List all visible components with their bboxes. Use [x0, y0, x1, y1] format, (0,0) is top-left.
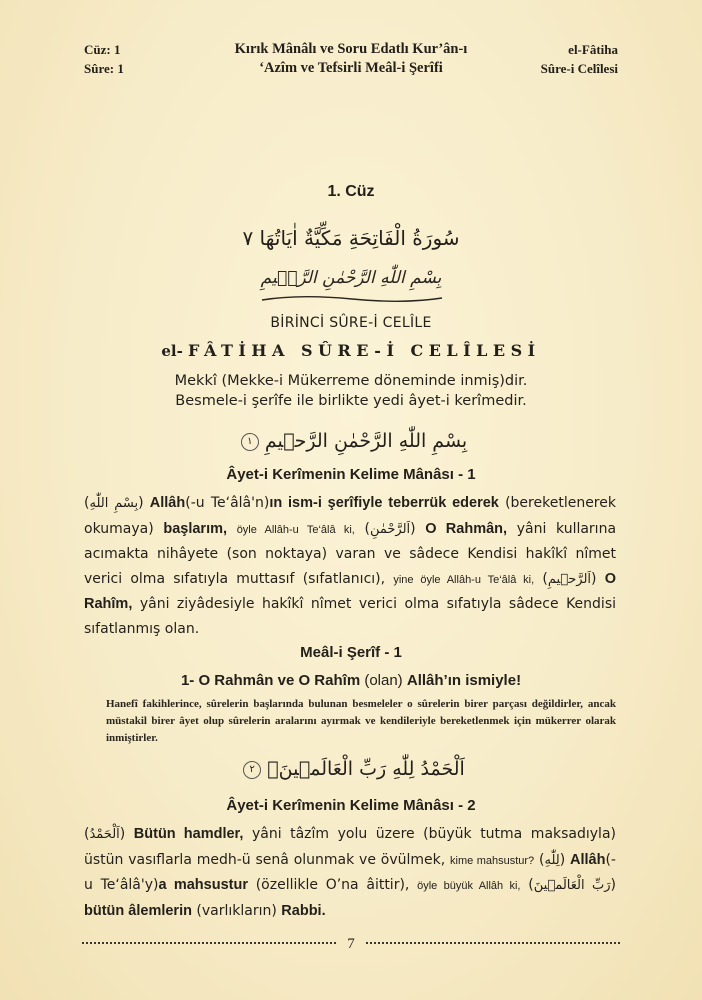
ayah-1-number-mark: ١ — [241, 433, 259, 451]
intro-line-2: Besmele-i şerîfe ile birlikte yedi âyet-i kerîmedir. — [175, 393, 527, 409]
p2-arabic-rabbil: رَبِّ الْعَالَم۪ينَ — [533, 878, 611, 893]
basmala-flourish — [260, 290, 444, 304]
p2-arabic-hamd: اَلْحَمْدُ — [89, 827, 120, 842]
footer-dots-right — [366, 942, 620, 946]
p2-arabic-lillah: لِلّٰهِ — [544, 852, 560, 868]
ayah-2-arabic — [0, 758, 702, 780]
p1-rahman-meaning: yâni kullarına acımakta nihâyete (son noktaya) varan ve sâdece Kendisi hakîkî nîmet verici olma sıfatıyla muttasıf (sıfatlanıcı), — [84, 520, 617, 587]
intro-line-1: Mekkî (Mekke-i Mükerreme döneminde inmiş)dir. — [174, 373, 528, 389]
p1-allah: Allâh — [149, 495, 186, 511]
p2-hamd-meaning: yâni tâzîm yolu üzere (büyük tutma maksadıyla) üstün vasıflarla medh-ü senâ olunmak ve övülmek, — [84, 826, 616, 868]
p2-allah: Allâh — [570, 851, 606, 868]
page-number: 7 — [347, 936, 355, 952]
p2-hamdler: Bütün hamdler, — [133, 826, 244, 842]
fatiha-title — [0, 341, 702, 360]
kelime-1-paragraph: (بِسْمِ اللّٰهِ) Allâh(-u Te‘âlâ'n)ın ism-i şerîfiyle teberrük ederek (bereketlenerek okumaya) başlarım, öyle Allâh-u Te‘âlâ ki, (اَلرَّحْمٰنِ) O Rahmân, yâni kullarına acımakta nihâyete (son noktaya) varan ve sâdece Kendisi hakîkî nîmet verici olma sıfatıyla muttasıf (sıfatlanıcı), yine öyle Allâh-u Te‘âlâ ki, (اَلرَّح۪يمِ) O Rahîm, yâni ziyâdesiyle hakîkî nîmet verici olma sıfatıyla sâdece Kendisi sıfatlanmış olan. — [84, 495, 617, 637]
kelime-2-title: Âyet-i Kerîmenin Kelime Mânâsı - 2 — [226, 797, 476, 814]
ayah-2-number-mark: ٢ — [243, 761, 261, 779]
meal-1-a: 1- O Rahmân ve O Rahîm — [180, 672, 361, 689]
sura-name-arabic: سُورَةُ الْفَاتِحَةِ مَكِّيَّةٌ اٰيَاتُهَا ٧ — [242, 226, 460, 250]
p1-rahim: O Rahîm, — [84, 570, 616, 612]
p2-varliklarin: (varlıkların) — [196, 902, 277, 919]
p2-rabbi: Rabbi. — [281, 902, 326, 919]
p1-arabic-bismillah: بِسْمِ اللّٰهِ — [89, 496, 139, 511]
ayah-1-arabic — [0, 430, 702, 452]
header-right — [541, 40, 618, 78]
p1-teala: (-u Te‘âlâ'n) — [185, 495, 270, 511]
p2-aittir: (özellikle O’na âittir), — [255, 877, 410, 893]
sura-intro — [0, 371, 702, 411]
kelime-1-title: Âyet-i Kerîmenin Kelime Mânâsı - 1 — [226, 466, 476, 483]
meal-1-b: (olan) — [364, 672, 403, 689]
p2-oyle: öyle büyük Allâh ki, — [417, 880, 521, 892]
p1-ism: ın ism-i şerîfiyle teberrük ederek — [269, 495, 499, 511]
p1-bereket: (bereketlenerek okumaya) — [84, 495, 616, 537]
p2-teala: (-u Te‘âlâ'y) — [84, 851, 616, 893]
p2-mahsustur: a mahsustur — [158, 877, 248, 893]
ayah-2-text: اَلْحَمْدُ لِلّٰهِ رَبِّ الْعَالَم۪ينَۙ — [267, 758, 465, 780]
p1-oyle-2: yine öyle Allâh-u Te‘âlâ ki, — [393, 573, 535, 586]
meal-title: Meâl-i Şerîf - 1 — [300, 644, 402, 661]
p1-arabic-rahim: اَلرَّح۪يمِ — [547, 571, 592, 587]
header-title-line1: Kırık Mânâlı ve Soru Edatlı Kur’ân-ı — [234, 41, 468, 57]
birinci-sure-label: BİRİNCİ SÛRE-İ CELÎLE — [270, 315, 432, 331]
p1-rahim-meaning: yâni ziyâdesiyle hakîkî nîmet verici olma sıfatıyla sâdece Kendisi sıfatlanmış olan. — [84, 596, 617, 637]
cuz-title: 1. Cüz — [327, 183, 375, 200]
kelime-2-paragraph: (اَلْحَمْدُ) Bütün hamdler, yâni tâzîm yolu üzere (büyük tutma maksadıyla) üstün vasıflarla medh-ü senâ olunmak ve övülmek, kime mahsustur? (لِلّٰهِ) Allâh(-u Te‘âlâ'y)a mahsustur (özellikle O’na âittir), öyle büyük Allâh ki, (رَبِّ الْعَالَم۪ينَ) bütün âlemlerin (varlıkların) Rabbi. — [84, 826, 616, 919]
p1-rahman: O Rahmân, — [425, 520, 508, 537]
meal-1 — [0, 672, 702, 689]
p1-baslarim: başlarım, — [163, 520, 228, 537]
header-title-line2: ‘Azîm ve Tefsirli Meâl-i Şerîfi — [259, 60, 443, 76]
p1-arabic-rahman: اَلرَّحْمٰنِ — [369, 521, 411, 537]
fatiha-prefix: el- — [161, 342, 183, 360]
fatiha-title-text: FÂTİHA SÛRE-İ CELÎLESİ — [188, 341, 541, 360]
header-sura-name: el-Fâtiha — [568, 42, 618, 57]
meal-1-c: Allâh’ın ismiyle! — [406, 672, 522, 689]
p2-alemlerin: bütün âlemlerin — [84, 902, 192, 919]
p2-kime: kime mahsustur? — [450, 854, 535, 867]
ayah-1-text: بِسْمِ اللّٰهِ الرَّحْمٰنِ الرَّح۪يمِ — [264, 430, 468, 452]
basmala-calligraphy: بِسْمِ اللّٰهِ الرَّحْمٰنِ الرَّح۪يمِ — [260, 268, 442, 288]
header-sure: Sûre: 1 — [84, 61, 124, 76]
header-cuz: Cüz: 1 — [84, 42, 121, 57]
p1-oyle-1: öyle Allâh-u Te‘âlâ ki, — [236, 523, 355, 536]
hanefi-note: Hanefî fakihlerince, sûrelerin başlarında bulunan besmeleler o sûrelerin birer parçası değildirler, ancak müstakil birer âyet olup sûrelerin aralarını ayırmak ve kendileriyle bereketlenmek için mükerrer olarak inmiştirler. — [106, 698, 616, 744]
header-sura-sub: Sûre-i Celîlesi — [540, 61, 618, 76]
